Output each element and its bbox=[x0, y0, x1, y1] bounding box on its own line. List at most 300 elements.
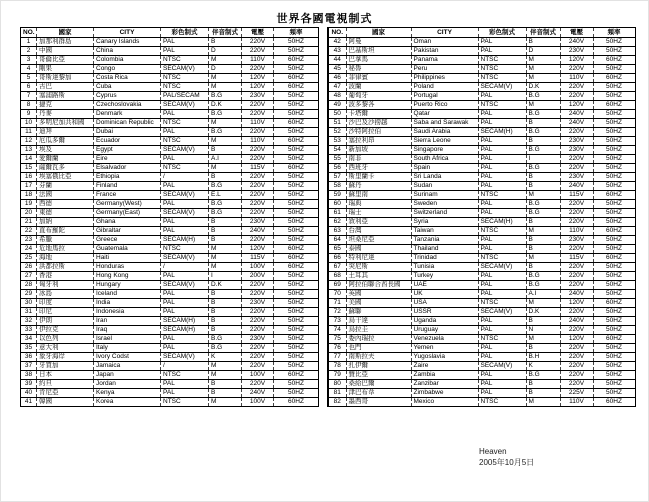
column-header-row-number: NO. bbox=[21, 28, 37, 38]
cell-city-name: USSR bbox=[411, 308, 478, 317]
table-row bbox=[21, 74, 319, 83]
cell-color-system: SECAM(V) bbox=[161, 191, 209, 200]
cell-city-name: Denmark bbox=[94, 110, 161, 119]
cell-frequency: 50HZ bbox=[274, 326, 319, 335]
cell-country-name-cn: 蘇丹 bbox=[346, 182, 411, 191]
cell-color-system: PAL bbox=[478, 38, 526, 47]
cell-row-number: 38 bbox=[21, 371, 37, 380]
cell-country-name-cn: 斯里蘭卡 bbox=[346, 173, 411, 182]
cell-color-system: PAL bbox=[478, 389, 526, 398]
cell-voltage: 220V bbox=[242, 380, 274, 389]
cell-country-name-cn: 匈牙利 bbox=[37, 281, 94, 290]
cell-country-name-cn: 象牙海岸 bbox=[37, 353, 94, 362]
cell-city-name: Costa Rica bbox=[94, 74, 161, 83]
cell-country-name-cn: 法國 bbox=[37, 191, 94, 200]
cell-frequency: 50HZ bbox=[593, 137, 635, 146]
table-row bbox=[328, 146, 635, 155]
table-row bbox=[328, 281, 635, 290]
cell-color-system: PAL bbox=[161, 110, 209, 119]
cell-row-number: 17 bbox=[21, 182, 37, 191]
cell-frequency: 50HZ bbox=[274, 362, 319, 371]
cell-color-system: NTSC bbox=[478, 56, 526, 65]
table-row bbox=[21, 47, 319, 56]
cell-row-number: 72 bbox=[328, 308, 346, 317]
cell-voltage: 120V bbox=[560, 101, 593, 110]
cell-sound-system: B bbox=[526, 173, 560, 182]
table-row bbox=[21, 164, 319, 173]
cell-voltage: 220V bbox=[242, 146, 274, 155]
cell-country-name-cn: 西德 bbox=[37, 200, 94, 209]
cell-color-system: SECAM(H) bbox=[161, 236, 209, 245]
cell-country-name-cn: 約旦 bbox=[37, 380, 94, 389]
cell-city-name: Finland bbox=[94, 182, 161, 191]
cell-frequency: 50HZ bbox=[274, 65, 319, 74]
table-row bbox=[21, 245, 319, 254]
cell-city-name: Dubai bbox=[94, 128, 161, 137]
cell-sound-system: M bbox=[209, 371, 242, 380]
cell-sound-system: M bbox=[526, 254, 560, 263]
cell-country-name-cn: 迪拜 bbox=[37, 128, 94, 137]
cell-color-system: SECAM(V) bbox=[478, 263, 526, 272]
cell-color-system: PAL bbox=[161, 290, 209, 299]
cell-row-number: 61 bbox=[328, 209, 346, 218]
cell-row-number: 70 bbox=[328, 290, 346, 299]
cell-sound-system: K bbox=[209, 353, 242, 362]
cell-country-name-cn: 直布羅陀 bbox=[37, 227, 94, 236]
cell-city-name: Cyprus bbox=[94, 92, 161, 101]
cell-city-name: Sweden bbox=[411, 200, 478, 209]
cell-color-system: SECAM(V) bbox=[161, 209, 209, 218]
cell-frequency: 50HZ bbox=[593, 272, 635, 281]
table-row bbox=[328, 182, 635, 191]
cell-country-name-cn: 蘇里南 bbox=[346, 191, 411, 200]
column-header-color-system: 彩色制式 bbox=[161, 28, 209, 38]
cell-country-name-cn: 瑞士 bbox=[346, 209, 411, 218]
cell-country-name-cn: 印度 bbox=[37, 299, 94, 308]
cell-country-name-cn: 卡塔爾 bbox=[346, 110, 411, 119]
cell-city-name: Peru bbox=[411, 65, 478, 74]
cell-color-system: SECAM(V) bbox=[161, 353, 209, 362]
cell-city-name: Guatemala bbox=[94, 245, 161, 254]
cell-color-system: PAL bbox=[478, 371, 526, 380]
cell-voltage: 220V bbox=[242, 290, 274, 299]
table-row bbox=[21, 272, 319, 281]
table-row bbox=[21, 155, 319, 164]
cell-city-name: Saudi Arabia bbox=[411, 128, 478, 137]
cell-sound-system: B bbox=[209, 173, 242, 182]
cell-voltage: 220V bbox=[560, 245, 593, 254]
cell-country-name-cn: 塞拉利昂 bbox=[346, 137, 411, 146]
cell-city-name: Colombia bbox=[94, 56, 161, 65]
cell-voltage: 220V bbox=[560, 380, 593, 389]
cell-row-number: 3 bbox=[21, 56, 37, 65]
cell-city-name: Sierra Leone bbox=[411, 137, 478, 146]
cell-voltage: 220V bbox=[560, 200, 593, 209]
cell-sound-system: B bbox=[209, 380, 242, 389]
cell-row-number: 36 bbox=[21, 353, 37, 362]
cell-city-name: South Africa bbox=[411, 155, 478, 164]
cell-city-name: Germany(West) bbox=[94, 200, 161, 209]
cell-voltage: 220V bbox=[242, 110, 274, 119]
cell-row-number: 34 bbox=[21, 335, 37, 344]
cell-color-system: PAL bbox=[161, 200, 209, 209]
table-row bbox=[328, 92, 635, 101]
table-row bbox=[328, 335, 635, 344]
cell-city-name: India bbox=[94, 299, 161, 308]
table-row bbox=[328, 317, 635, 326]
cell-color-system: NTSC bbox=[478, 398, 526, 407]
cell-voltage: 220V bbox=[242, 326, 274, 335]
table-row bbox=[328, 236, 635, 245]
cell-city-name: UK bbox=[411, 290, 478, 299]
cell-country-name-cn: 日本 bbox=[37, 371, 94, 380]
column-header-color-system: 彩色制式 bbox=[478, 28, 526, 38]
cell-city-name: Ivory Codst bbox=[94, 353, 161, 362]
cell-sound-system: M bbox=[209, 263, 242, 272]
cell-frequency: 50HZ bbox=[274, 380, 319, 389]
footer-date: 2005年10月5日 bbox=[479, 458, 535, 467]
cell-row-number: 67 bbox=[328, 263, 346, 272]
table-row bbox=[21, 137, 319, 146]
cell-row-number: 50 bbox=[328, 110, 346, 119]
cell-frequency: 60HZ bbox=[274, 137, 319, 146]
cell-city-name: Thailand bbox=[411, 245, 478, 254]
cell-country-name-cn: 美國 bbox=[346, 299, 411, 308]
cell-frequency: 50HZ bbox=[274, 182, 319, 191]
cell-sound-system: M bbox=[209, 164, 242, 173]
cell-row-number: 64 bbox=[328, 236, 346, 245]
footer-author: Heaven bbox=[479, 447, 507, 456]
cell-color-system: PAL bbox=[478, 326, 526, 335]
cell-frequency: 50HZ bbox=[274, 146, 319, 155]
cell-row-number: 19 bbox=[21, 200, 37, 209]
cell-sound-system: D.K bbox=[209, 101, 242, 110]
cell-frequency: 50HZ bbox=[593, 362, 635, 371]
cell-country-name-cn: 危地馬拉 bbox=[37, 245, 94, 254]
cell-country-name-cn: 敘利亞 bbox=[346, 218, 411, 227]
cell-voltage: 220V bbox=[242, 317, 274, 326]
cell-sound-system: I bbox=[209, 272, 242, 281]
cell-sound-system: B.G bbox=[209, 335, 242, 344]
cell-color-system: NTSC bbox=[161, 371, 209, 380]
cell-voltage: 220V bbox=[242, 47, 274, 56]
cell-country-name-cn: 南非 bbox=[346, 155, 411, 164]
header-row bbox=[328, 28, 635, 38]
table-row bbox=[328, 299, 635, 308]
cell-voltage: 220V bbox=[560, 128, 593, 137]
cell-country-name-cn: 冰島 bbox=[37, 290, 94, 299]
cell-city-name: Kenya bbox=[94, 389, 161, 398]
table-row bbox=[328, 155, 635, 164]
cell-country-name-cn: 坦桑尼亞 bbox=[346, 236, 411, 245]
cell-frequency: 50HZ bbox=[593, 200, 635, 209]
cell-sound-system: B bbox=[209, 326, 242, 335]
cell-sound-system: I bbox=[526, 155, 560, 164]
tv-standards-table-right bbox=[327, 27, 636, 407]
cell-frequency: 60HZ bbox=[274, 56, 319, 65]
cell-row-number: 25 bbox=[21, 254, 37, 263]
cell-color-system: PAL bbox=[478, 290, 526, 299]
cell-voltage: 220V bbox=[242, 173, 274, 182]
cell-country-name-cn: 台灣 bbox=[346, 227, 411, 236]
column-header-voltage: 電壓 bbox=[242, 28, 274, 38]
table-row bbox=[21, 146, 319, 155]
cell-city-name: Jamaica bbox=[94, 362, 161, 371]
cell-sound-system: M bbox=[209, 362, 242, 371]
cell-city-name: Egypt bbox=[94, 146, 161, 155]
cell-frequency: 50HZ bbox=[593, 389, 635, 398]
cell-city-name: Iceland bbox=[94, 290, 161, 299]
cell-voltage: 220V bbox=[242, 38, 274, 47]
cell-row-number: 28 bbox=[21, 281, 37, 290]
cell-city-name: Gibraltar bbox=[94, 227, 161, 236]
cell-city-name: Spain bbox=[411, 164, 478, 173]
cell-frequency: 50HZ bbox=[593, 164, 635, 173]
cell-color-system: PAL bbox=[478, 245, 526, 254]
cell-city-name: Syria bbox=[411, 218, 478, 227]
cell-country-name-cn: 肯尼亞 bbox=[37, 389, 94, 398]
cell-row-number: 71 bbox=[328, 299, 346, 308]
table-row bbox=[328, 227, 635, 236]
cell-row-number: 82 bbox=[328, 398, 346, 407]
cell-country-name-cn: 哥斯達黎加 bbox=[37, 74, 94, 83]
cell-city-name: Jordan bbox=[94, 380, 161, 389]
cell-frequency: 50HZ bbox=[274, 38, 319, 47]
table-row bbox=[328, 344, 635, 353]
cell-voltage: 120V bbox=[242, 74, 274, 83]
cell-frequency: 50HZ bbox=[274, 200, 319, 209]
cell-row-number: 55 bbox=[328, 155, 346, 164]
cell-frequency: 50HZ bbox=[593, 209, 635, 218]
header-row bbox=[21, 28, 319, 38]
cell-sound-system: M bbox=[526, 101, 560, 110]
cell-color-system: NTSC bbox=[161, 119, 209, 128]
cell-voltage: 220V bbox=[242, 362, 274, 371]
cell-row-number: 66 bbox=[328, 254, 346, 263]
cell-city-name: Greece bbox=[94, 236, 161, 245]
table-row bbox=[328, 209, 635, 218]
cell-row-number: 12 bbox=[21, 137, 37, 146]
cell-row-number: 57 bbox=[328, 173, 346, 182]
table-row bbox=[328, 362, 635, 371]
cell-country-name-cn: 哥倫比亞 bbox=[37, 56, 94, 65]
cell-frequency: 50HZ bbox=[593, 353, 635, 362]
cell-voltage: 240V bbox=[560, 317, 593, 326]
cell-frequency: 50HZ bbox=[274, 110, 319, 119]
cell-color-system: PAL bbox=[478, 110, 526, 119]
cell-voltage: 110V bbox=[242, 56, 274, 65]
table-row bbox=[21, 65, 319, 74]
cell-row-number: 76 bbox=[328, 344, 346, 353]
cell-frequency: 50HZ bbox=[593, 83, 635, 92]
cell-frequency: 50HZ bbox=[274, 317, 319, 326]
cell-country-name-cn: 剛果 bbox=[37, 65, 94, 74]
cell-frequency: 50HZ bbox=[593, 47, 635, 56]
cell-country-name-cn: 加納 bbox=[37, 218, 94, 227]
cell-country-name-cn: 巴基斯坦 bbox=[346, 47, 411, 56]
cell-city-name: Trinidad bbox=[411, 254, 478, 263]
cell-sound-system: B bbox=[526, 380, 560, 389]
cell-country-name-cn: 瑞典 bbox=[346, 200, 411, 209]
cell-color-system: PAL bbox=[161, 227, 209, 236]
table-row bbox=[21, 56, 319, 65]
cell-row-number: 43 bbox=[328, 47, 346, 56]
cell-sound-system: B bbox=[209, 236, 242, 245]
cell-voltage: 230V bbox=[560, 137, 593, 146]
cell-sound-system: B bbox=[209, 38, 242, 47]
cell-country-name-cn: 以色列 bbox=[37, 335, 94, 344]
cell-sound-system: M bbox=[526, 56, 560, 65]
table-row bbox=[328, 164, 635, 173]
cell-sound-system: D bbox=[209, 47, 242, 56]
cell-country-name-cn: 伊拉克 bbox=[37, 326, 94, 335]
table-row bbox=[21, 83, 319, 92]
cell-sound-system: B.G bbox=[209, 92, 242, 101]
cell-sound-system: B bbox=[526, 344, 560, 353]
cell-color-system: PAL bbox=[161, 299, 209, 308]
cell-row-number: 30 bbox=[21, 299, 37, 308]
cell-color-system: PAL bbox=[161, 335, 209, 344]
cell-country-name-cn: 泰國 bbox=[346, 245, 411, 254]
column-header-country-name-cn: 國家 bbox=[37, 28, 94, 38]
table-row bbox=[328, 245, 635, 254]
cell-color-system: NTSC bbox=[161, 398, 209, 407]
cell-row-number: 6 bbox=[21, 83, 37, 92]
cell-frequency: 50HZ bbox=[593, 371, 635, 380]
cell-city-name: Ghana bbox=[94, 218, 161, 227]
cell-sound-system: K bbox=[526, 362, 560, 371]
cell-sound-system: D.K bbox=[526, 308, 560, 317]
cell-country-name-cn: 波多黎各 bbox=[346, 101, 411, 110]
cell-country-name-cn: 多明尼加共和國 bbox=[37, 119, 94, 128]
cell-row-number: 48 bbox=[328, 92, 346, 101]
cell-sound-system: B bbox=[526, 263, 560, 272]
cell-city-name: Oman bbox=[411, 38, 478, 47]
cell-row-number: 46 bbox=[328, 74, 346, 83]
cell-frequency: 50HZ bbox=[593, 380, 635, 389]
cell-city-name: Venezuela bbox=[411, 335, 478, 344]
cell-color-system: PAL bbox=[478, 137, 526, 146]
cell-voltage: 110V bbox=[560, 74, 593, 83]
table-row bbox=[21, 200, 319, 209]
cell-row-number: 39 bbox=[21, 380, 37, 389]
cell-frequency: 60HZ bbox=[593, 254, 635, 263]
cell-row-number: 63 bbox=[328, 227, 346, 236]
cell-frequency: 60HZ bbox=[593, 227, 635, 236]
cell-row-number: 78 bbox=[328, 362, 346, 371]
cell-city-name: Yugoslavia bbox=[411, 353, 478, 362]
cell-row-number: 15 bbox=[21, 164, 37, 173]
table-row bbox=[21, 335, 319, 344]
cell-sound-system: M bbox=[209, 245, 242, 254]
cell-color-system: SECAM(V) bbox=[161, 101, 209, 110]
cell-color-system: SECAM(H) bbox=[161, 326, 209, 335]
cell-city-name: Canary Islands bbox=[94, 38, 161, 47]
table-row bbox=[328, 110, 635, 119]
cell-row-number: 5 bbox=[21, 74, 37, 83]
cell-city-name: Turkey bbox=[411, 272, 478, 281]
cell-voltage: 220V bbox=[242, 209, 274, 218]
cell-voltage: 115V bbox=[560, 254, 593, 263]
cell-row-number: 40 bbox=[21, 389, 37, 398]
table-row bbox=[21, 254, 319, 263]
cell-sound-system: M bbox=[209, 119, 242, 128]
cell-color-system: / bbox=[161, 173, 209, 182]
cell-sound-system: A.I bbox=[209, 155, 242, 164]
cell-country-name-cn: 阿拉伯聯合酋長國 bbox=[346, 281, 411, 290]
cell-voltage: 225V bbox=[560, 389, 593, 398]
cell-voltage: 220V bbox=[242, 344, 274, 353]
cell-voltage: 220V bbox=[560, 353, 593, 362]
cell-frequency: 50HZ bbox=[593, 110, 635, 119]
cell-color-system: NTSC bbox=[478, 299, 526, 308]
cell-country-name-cn: 菲律賓 bbox=[346, 74, 411, 83]
cell-row-number: 49 bbox=[328, 101, 346, 110]
cell-city-name: Iran bbox=[94, 317, 161, 326]
cell-frequency: 60HZ bbox=[274, 245, 319, 254]
cell-city-name: Zimbabwe bbox=[411, 389, 478, 398]
cell-sound-system: N bbox=[526, 326, 560, 335]
cell-color-system: PAL bbox=[478, 353, 526, 362]
cell-row-number: 7 bbox=[21, 92, 37, 101]
cell-voltage: 220V bbox=[242, 236, 274, 245]
cell-sound-system: B bbox=[209, 290, 242, 299]
column-header-row-number: NO. bbox=[328, 28, 346, 38]
cell-row-number: 1 bbox=[21, 38, 37, 47]
column-header-city-name: CITY bbox=[94, 28, 161, 38]
cell-frequency: 60HZ bbox=[274, 83, 319, 92]
cell-voltage: 115V bbox=[560, 191, 593, 200]
cell-city-name: Iraq bbox=[94, 326, 161, 335]
cell-color-system: SECAM(H) bbox=[478, 128, 526, 137]
cell-sound-system: B bbox=[526, 218, 560, 227]
table-row bbox=[328, 173, 635, 182]
column-header-voltage: 電壓 bbox=[560, 28, 593, 38]
cell-frequency: 50HZ bbox=[274, 299, 319, 308]
table-row bbox=[21, 281, 319, 290]
cell-sound-system: B.G bbox=[526, 371, 560, 380]
cell-city-name: Israel bbox=[94, 335, 161, 344]
cell-country-name-cn: 意大利 bbox=[37, 344, 94, 353]
table-row bbox=[328, 47, 635, 56]
cell-frequency: 60HZ bbox=[274, 119, 319, 128]
cell-city-name: Pakistan bbox=[411, 47, 478, 56]
cell-sound-system: B bbox=[209, 146, 242, 155]
cell-color-system: NTSC bbox=[161, 83, 209, 92]
table-row bbox=[21, 110, 319, 119]
cell-voltage: 230V bbox=[242, 92, 274, 101]
cell-country-name-cn: 埃塞俄比亞 bbox=[37, 173, 94, 182]
cell-color-system: SECAM(H) bbox=[161, 317, 209, 326]
cell-voltage: 220V bbox=[242, 182, 274, 191]
cell-country-name-cn: 土耳其 bbox=[346, 272, 411, 281]
cell-color-system: PAL bbox=[478, 380, 526, 389]
cell-sound-system: M bbox=[209, 83, 242, 92]
cell-city-name: Sudan bbox=[411, 182, 478, 191]
cell-row-number: 21 bbox=[21, 218, 37, 227]
cell-frequency: 50HZ bbox=[274, 227, 319, 236]
cell-voltage: 220V bbox=[560, 218, 593, 227]
cell-frequency: 50HZ bbox=[593, 263, 635, 272]
cell-color-system: SECAM(V) bbox=[161, 281, 209, 290]
cell-voltage: 220V bbox=[560, 326, 593, 335]
table-row bbox=[21, 380, 319, 389]
cell-frequency: 50HZ bbox=[593, 326, 635, 335]
cell-sound-system: M bbox=[209, 56, 242, 65]
cell-row-number: 33 bbox=[21, 326, 37, 335]
cell-color-system: PAL bbox=[478, 173, 526, 182]
cell-country-name-cn: 古巴 bbox=[37, 83, 94, 92]
